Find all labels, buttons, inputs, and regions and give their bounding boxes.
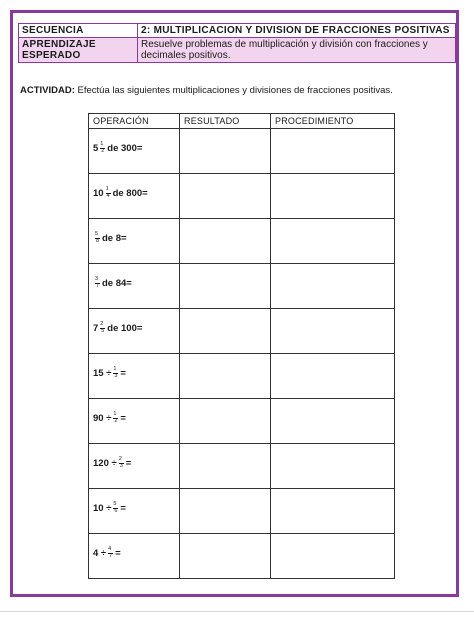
operation-cell	[89, 129, 180, 174]
column-header-procedimiento: PROCEDIMIENTO	[271, 114, 395, 129]
operation-rest: =	[120, 412, 126, 424]
operation-whole: 120 ÷	[93, 457, 117, 469]
operation-cell	[89, 354, 180, 399]
table-row	[89, 489, 395, 534]
resultado-cell[interactable]	[180, 174, 271, 219]
procedimiento-cell[interactable]	[271, 264, 395, 309]
page-divider	[0, 611, 474, 612]
operation-fraction	[95, 277, 100, 289]
fraction-denominator: 2	[114, 417, 118, 424]
procedimiento-cell[interactable]	[271, 444, 395, 489]
procedimiento-cell[interactable]	[271, 354, 395, 399]
operation-rest: de 100=	[107, 322, 143, 334]
secuencia-value: 2: MULTIPLICACION Y DIVISION DE FRACCIONES POSITIVAS	[138, 24, 456, 38]
resultado-cell[interactable]	[180, 489, 271, 534]
column-header-resultado: RESULTADO	[180, 114, 271, 129]
operation-fraction	[119, 457, 124, 469]
fraction-numerator: 5	[95, 231, 99, 237]
activity-text: Efectúa las siguientes multiplicaciones y divisiones de fracciones positivas.	[74, 85, 393, 96]
procedimiento-cell[interactable]	[271, 489, 395, 534]
resultado-cell[interactable]	[180, 444, 271, 489]
fraction-numerator: 1	[100, 141, 104, 147]
fraction-numerator: 2	[100, 321, 104, 327]
fraction-denominator: 8	[95, 237, 100, 244]
operation-whole: 7	[93, 322, 99, 334]
procedimiento-cell[interactable]	[271, 129, 395, 174]
operation-cell	[89, 264, 180, 309]
resultado-cell[interactable]	[180, 219, 271, 264]
table-row	[89, 309, 395, 354]
procedimiento-cell[interactable]	[271, 309, 395, 354]
fraction-numerator: 1	[105, 186, 109, 192]
operation-fraction	[106, 187, 111, 199]
table-row	[89, 264, 395, 309]
operation-rest: =	[120, 367, 126, 379]
operation-rest: =	[125, 457, 132, 469]
fraction-denominator: 7	[109, 552, 113, 559]
fraction-denominator: 2	[101, 147, 105, 154]
fraction-numerator: 4	[108, 546, 112, 552]
operation-cell	[89, 444, 180, 489]
table-row	[89, 174, 395, 219]
operations-table	[88, 113, 395, 579]
operation-cell	[89, 399, 180, 444]
fraction-numerator: 2	[118, 456, 122, 462]
operation-whole: 10	[93, 187, 104, 199]
operation-fraction	[100, 142, 105, 154]
table-row	[89, 534, 395, 579]
aprendizaje-label: APRENDIZAJE ESPERADO	[19, 38, 138, 63]
table-row	[89, 399, 395, 444]
column-header-operacion: OPERACIÓN	[89, 114, 180, 129]
secuencia-label: SECUENCIA	[19, 24, 138, 38]
activity-instruction	[20, 85, 393, 96]
operation-fraction	[113, 367, 118, 379]
fraction-denominator: 5	[101, 327, 105, 334]
procedimiento-cell[interactable]	[271, 534, 395, 579]
resultado-cell[interactable]	[180, 354, 271, 399]
procedimiento-cell[interactable]	[271, 174, 395, 219]
operation-rest: de 800=	[112, 187, 148, 199]
operation-cell	[89, 534, 180, 579]
resultado-cell[interactable]	[180, 264, 271, 309]
operation-rest: =	[115, 547, 121, 559]
fraction-numerator: 1	[113, 411, 117, 417]
activity-label: ACTIVIDAD:	[20, 85, 75, 96]
operation-whole: 4 ÷	[93, 547, 107, 559]
table-row	[89, 219, 395, 264]
operation-rest: =	[120, 502, 126, 514]
operation-rest: de 300=	[107, 142, 143, 154]
operation-fraction	[113, 502, 118, 514]
table-row	[89, 444, 395, 489]
operation-whole: 15 ÷	[93, 367, 112, 379]
operation-cell	[89, 219, 180, 264]
header-table	[18, 23, 456, 63]
operation-cell	[89, 489, 180, 534]
fraction-denominator: 3	[119, 462, 123, 469]
operation-whole: 90 ÷	[93, 412, 112, 424]
operation-cell	[89, 309, 180, 354]
operation-rest: de 84=	[102, 277, 132, 289]
operation-cell	[89, 174, 180, 219]
table-row	[89, 129, 395, 174]
resultado-cell[interactable]	[180, 399, 271, 444]
procedimiento-cell[interactable]	[271, 399, 395, 444]
fraction-numerator: 1	[113, 366, 117, 372]
resultado-cell[interactable]	[180, 534, 271, 579]
resultado-cell[interactable]	[180, 129, 271, 174]
fraction-denominator: 6	[114, 507, 118, 514]
operation-rest: de 8=	[102, 232, 127, 244]
aprendizaje-value: Resuelve problemas de multiplicación y división con fracciones y decimales positivos.	[138, 38, 456, 63]
fraction-denominator: 3	[114, 372, 118, 379]
operation-fraction	[100, 322, 105, 334]
resultado-cell[interactable]	[180, 309, 271, 354]
fraction-denominator: 4	[106, 192, 110, 199]
table-row	[89, 354, 395, 399]
operation-fraction	[113, 412, 118, 424]
operation-whole: 5	[93, 142, 99, 154]
operation-fraction	[108, 547, 113, 559]
fraction-numerator: 5	[113, 501, 117, 507]
operation-whole: 10 ÷	[93, 502, 112, 514]
operation-fraction	[95, 232, 100, 244]
fraction-numerator: 3	[95, 276, 99, 282]
fraction-denominator: 7	[95, 282, 100, 289]
procedimiento-cell[interactable]	[271, 219, 395, 264]
